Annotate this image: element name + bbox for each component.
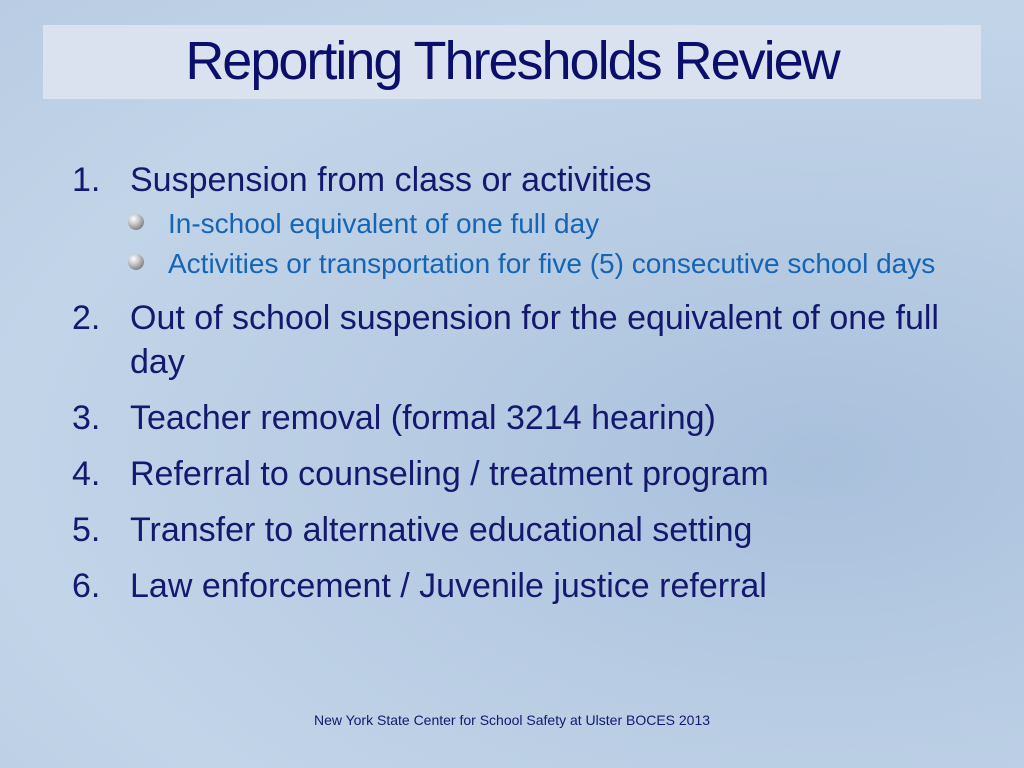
sub-list-item xyxy=(128,244,952,284)
sphere-bullet-icon xyxy=(128,254,144,270)
item-text: Out of school suspension for the equivalent of one full day xyxy=(130,299,939,381)
list-item xyxy=(72,396,952,440)
list-item xyxy=(72,564,952,608)
item-text: Transfer to alternative educational setting xyxy=(130,511,753,549)
list-item xyxy=(72,158,952,284)
sub-list-item xyxy=(128,204,952,244)
item-number: 3. xyxy=(72,399,101,437)
item-text: Teacher removal (formal 3214 hearing) xyxy=(130,399,716,437)
item-text: Referral to counseling / treatment program xyxy=(130,455,769,493)
item-text: Suspension from class or activities xyxy=(130,161,652,199)
slide-content xyxy=(72,158,952,620)
item-number: 2. xyxy=(72,299,101,337)
list-item xyxy=(72,296,952,384)
item-text: Law enforcement / Juvenile justice referral xyxy=(130,567,767,605)
sub-item-text: In-school equivalent of one full day xyxy=(168,208,600,239)
item-number: 6. xyxy=(72,567,101,605)
item-number: 1. xyxy=(72,161,101,199)
sphere-bullet-icon xyxy=(128,214,144,230)
title-box xyxy=(43,25,981,99)
list-item xyxy=(72,508,952,552)
sub-item-text: Activities or transportation for five (5) consecutive school days xyxy=(168,248,936,279)
list-item xyxy=(72,452,952,496)
item-number: 5. xyxy=(72,511,101,549)
slide-title: Reporting Thresholds Review xyxy=(185,31,839,91)
item-number: 4. xyxy=(72,455,101,493)
slide-footer: New York State Center for School Safety at Ulster BOCES 2013 xyxy=(313,712,711,728)
